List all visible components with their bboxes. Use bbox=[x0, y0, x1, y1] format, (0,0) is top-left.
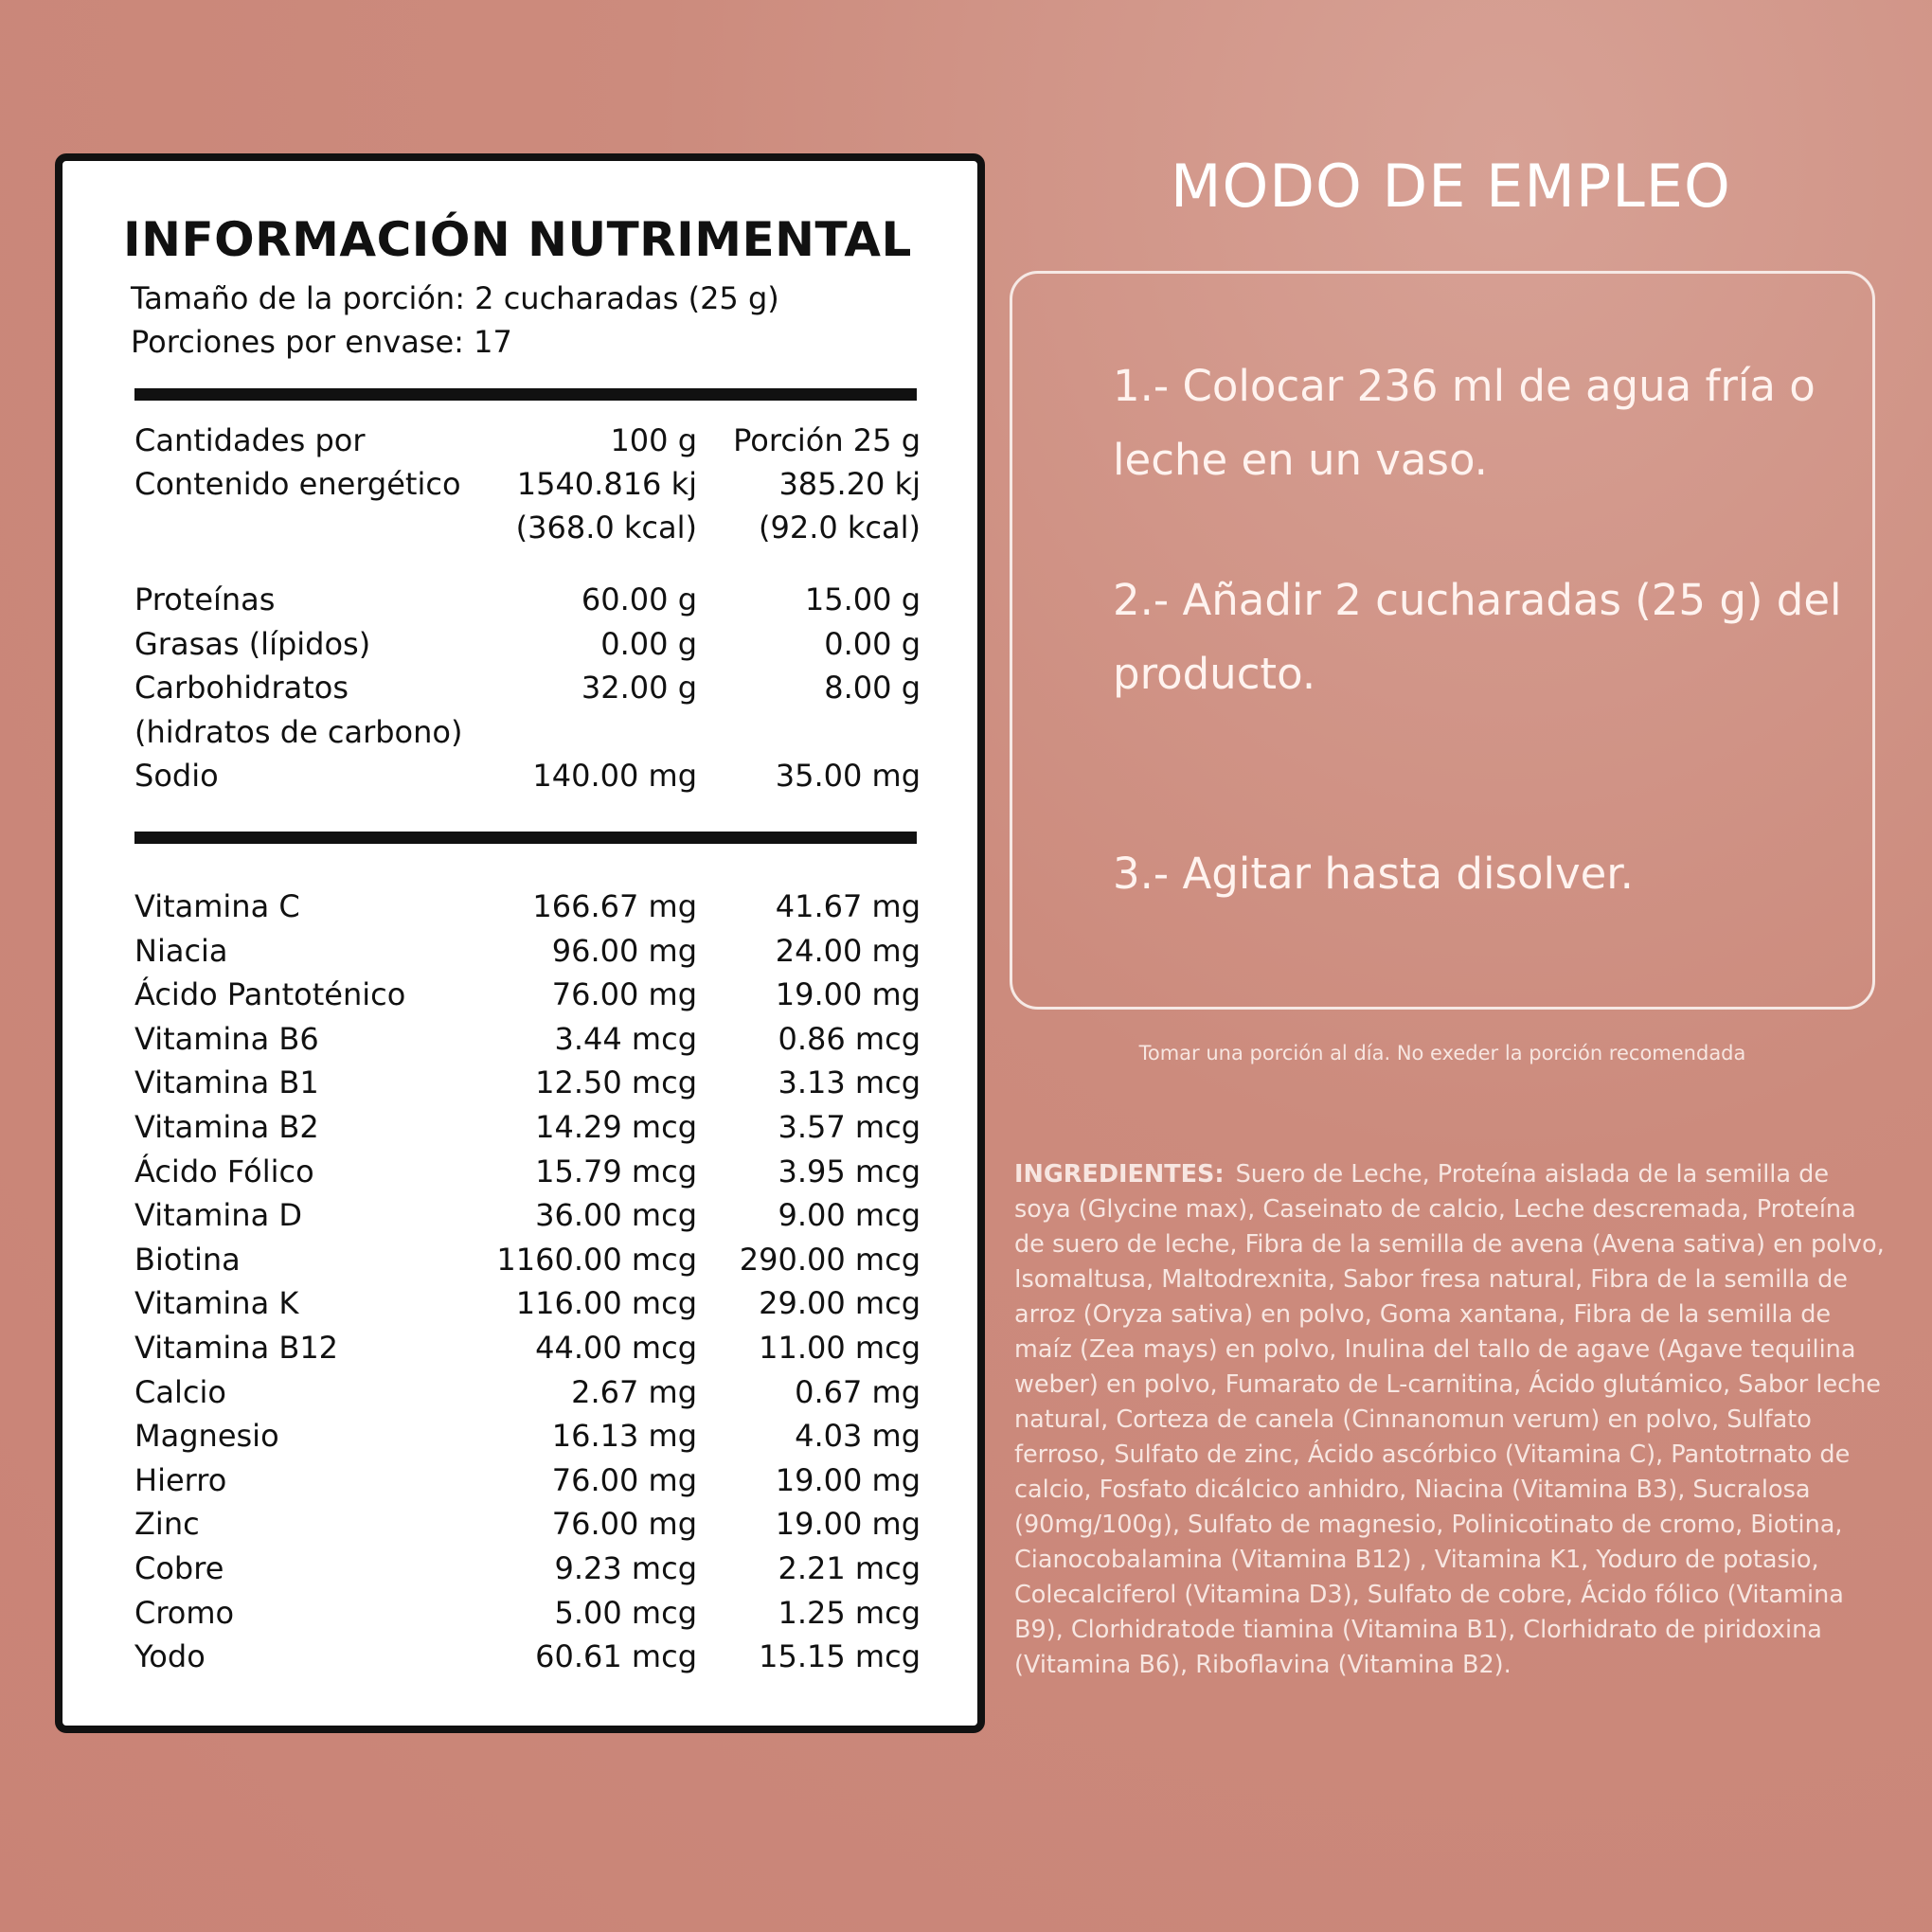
nutrient-name: Yodo bbox=[134, 1638, 206, 1675]
value-per-serving: 385.20 kj bbox=[778, 466, 921, 502]
macro-row bbox=[134, 758, 921, 801]
nutrient-name: Ácido Pantoténico bbox=[134, 976, 406, 1013]
micronutrient-row bbox=[134, 1595, 921, 1638]
nutrient-name: Ácido Fólico bbox=[134, 1153, 314, 1190]
value-per-serving: 1.25 mcg bbox=[778, 1594, 921, 1631]
micronutrient-row bbox=[134, 933, 921, 976]
nutrient-name: Magnesio bbox=[134, 1418, 279, 1455]
value-per-100g: 60.00 g bbox=[581, 581, 697, 617]
macro-row bbox=[134, 626, 921, 670]
usage-step-2: 2.- Añadir 2 cucharadas (25 g) del producto. bbox=[1113, 575, 1842, 699]
nutrient-name: Vitamina C bbox=[134, 888, 300, 924]
nutrient-name: (hidratos de carbono) bbox=[134, 713, 463, 750]
value-per-serving: 41.67 mg bbox=[775, 888, 921, 924]
value-per-100g: 14.29 mcg bbox=[535, 1109, 697, 1145]
value-per-serving: 4.03 mg bbox=[795, 1418, 921, 1455]
value-per-100g: 36.00 mcg bbox=[535, 1197, 697, 1234]
micronutrient-row bbox=[134, 1506, 921, 1549]
value-per-100g: 1160.00 mcg bbox=[496, 1241, 697, 1278]
value-per-100g: 16.13 mg bbox=[551, 1418, 697, 1455]
value-per-serving: (92.0 kcal) bbox=[758, 510, 921, 546]
value-per-100g: 44.00 mcg bbox=[535, 1330, 697, 1366]
micronutrient-row bbox=[134, 1109, 921, 1153]
value-per-100g: 76.00 mg bbox=[551, 976, 697, 1013]
servings-per-container: Porciones por envase: 17 bbox=[131, 324, 512, 360]
value-per-100g: 9.23 mcg bbox=[554, 1550, 697, 1586]
usage-step-3: 3.- Agitar hasta disolver. bbox=[1113, 849, 1634, 899]
nutrient-name: Zinc bbox=[134, 1506, 200, 1543]
micronutrient-row bbox=[134, 1638, 921, 1682]
nutrient-name: Vitamina B1 bbox=[134, 1064, 319, 1101]
nutrient-name: Grasas (lípidos) bbox=[134, 625, 371, 662]
value-per-100g: 96.00 mg bbox=[551, 932, 697, 969]
value-per-serving: 19.00 mg bbox=[775, 1461, 921, 1498]
value-per-serving: 3.13 mcg bbox=[778, 1064, 921, 1101]
value-per-serving: 2.21 mcg bbox=[778, 1550, 921, 1586]
nutrient-name: Vitamina B12 bbox=[134, 1330, 339, 1366]
nutrient-name: Vitamina B2 bbox=[134, 1109, 319, 1145]
value-per-serving: 24.00 mg bbox=[775, 932, 921, 969]
nutrient-name: Cromo bbox=[134, 1594, 235, 1631]
nutrition-facts-panel bbox=[55, 153, 985, 1733]
value-per-serving: 3.95 mcg bbox=[778, 1153, 921, 1190]
ingredients-text: Suero de Leche, Proteína aislada de la semilla de soya (Glycine max), Caseinato de calcio, Leche descremada, Proteína de suero de leche, Fibra de la semilla de avena (Avena sativa) en polvo, Isomaltusa, Maltodrexnita, Sabor fresa natural, Fibra de la semilla de arroz (Oryza sativa) en polvo, Goma xantana, Fibra de la semilla de maíz (Zea mays) en polvo, Inulina del tallo de agave (Agave tequilina weber) en polvo, Fumarato de L-carnitina, Ácido glutámico, Sabor leche natural, Corteza de canela (Cinnanomun verum) en polvo, Sulfato ferroso, Sulfato de zinc, Ácido ascórbico (Vitamina C), Pantotrnato de calcio, Fosfato dicálcico anhidro, Niacina (Vitamina B3), Sucralosa (90mg/100g), Sulfato de magnesio, Polinicotinato de cromo, Biotina, Cianocobalamina (Vitamina B12) , Vitamina K1, Yoduro de potasio, Colecalciferol (Vitamina D3), Sulfato de cobre, Ácido fólico (Vitamina B9), Clorhidratode tiamina (Vitamina B1), Clorhidrato de piridoxina (Vitamina B6), Riboflavina (Vitamina B2). bbox=[1014, 1160, 1885, 1679]
ingredients-block bbox=[1014, 1157, 1886, 1683]
value-per-100g: 0.00 g bbox=[600, 625, 697, 662]
value-per-100g: 76.00 mg bbox=[551, 1506, 697, 1543]
value-per-serving: 19.00 mg bbox=[775, 976, 921, 1013]
usage-note: Tomar una porción al día. No exeder la porción recomendada bbox=[1138, 1042, 1746, 1064]
value-per-serving: 11.00 mcg bbox=[759, 1330, 921, 1366]
nutrient-name: Cobre bbox=[134, 1550, 224, 1586]
value-per-serving: 290.00 mcg bbox=[739, 1241, 921, 1278]
value-per-serving: 8.00 g bbox=[824, 670, 921, 706]
value-per-100g: 5.00 mcg bbox=[554, 1594, 697, 1631]
value-per-100g: 15.79 mcg bbox=[535, 1153, 697, 1190]
header-per-serving: Porción 25 g bbox=[733, 422, 921, 458]
value-per-serving: 19.00 mg bbox=[775, 1506, 921, 1543]
value-per-100g: (368.0 kcal) bbox=[515, 510, 697, 546]
value-per-100g: 166.67 mg bbox=[532, 888, 697, 924]
value-per-100g: 76.00 mg bbox=[551, 1461, 697, 1498]
value-per-serving: 3.57 mcg bbox=[778, 1109, 921, 1145]
micronutrient-row bbox=[134, 1154, 921, 1197]
table-header-row bbox=[134, 422, 921, 466]
nutrient-name: Vitamina K bbox=[134, 1285, 299, 1322]
value-per-100g: 140.00 mg bbox=[532, 758, 697, 794]
ingredients-label: INGREDIENTES: bbox=[1014, 1160, 1225, 1189]
nutrient-name: Proteínas bbox=[134, 581, 276, 617]
value-per-serving: 9.00 mcg bbox=[778, 1197, 921, 1234]
micronutrient-row bbox=[134, 1462, 921, 1506]
nutrient-name: Hierro bbox=[134, 1461, 227, 1498]
value-per-serving: 35.00 mg bbox=[775, 758, 921, 794]
micronutrient-row bbox=[134, 1285, 921, 1329]
micronutrient-row bbox=[134, 888, 921, 932]
value-per-serving: 15.15 mcg bbox=[759, 1638, 921, 1675]
usage-step-1: 1.- Colocar 236 ml de agua fría o leche en un vaso. bbox=[1113, 361, 1816, 485]
micronutrient-row bbox=[134, 1374, 921, 1418]
nutrition-title: INFORMACIÓN NUTRIMENTAL bbox=[123, 212, 912, 267]
header-per-100g: 100 g bbox=[610, 422, 697, 458]
serving-size: Tamaño de la porción: 2 cucharadas (25 g) bbox=[131, 280, 779, 316]
nutrient-name: Sodio bbox=[134, 758, 219, 794]
energy-row bbox=[134, 466, 921, 510]
value-per-100g: 116.00 mcg bbox=[515, 1285, 697, 1322]
value-per-serving: 29.00 mcg bbox=[759, 1285, 921, 1322]
macro-row bbox=[134, 714, 921, 758]
usage-title: MODO DE EMPLEO bbox=[1171, 152, 1731, 221]
thick-divider-top bbox=[134, 388, 917, 401]
nutrient-name: Vitamina D bbox=[134, 1197, 302, 1234]
macro-row bbox=[134, 670, 921, 713]
thick-divider-middle bbox=[134, 832, 917, 844]
nutrient-name: Biotina bbox=[134, 1241, 241, 1278]
nutrient-name: Niacia bbox=[134, 932, 228, 969]
nutrient-name: Contenido energético bbox=[134, 466, 461, 502]
nutrient-name: Vitamina B6 bbox=[134, 1020, 319, 1057]
micronutrient-row bbox=[134, 1197, 921, 1241]
nutrient-name: Calcio bbox=[134, 1373, 226, 1410]
micronutrient-row bbox=[134, 1550, 921, 1594]
usage-steps-box bbox=[1010, 271, 1875, 1010]
micronutrient-row bbox=[134, 976, 921, 1020]
value-per-100g: 32.00 g bbox=[581, 670, 697, 706]
nutrient-name: Carbohidratos bbox=[134, 670, 349, 706]
micronutrient-row bbox=[134, 1064, 921, 1108]
value-per-serving: 0.86 mcg bbox=[778, 1020, 921, 1057]
header-label: Cantidades por bbox=[134, 422, 366, 458]
value-per-serving: 15.00 g bbox=[804, 581, 921, 617]
micronutrient-row bbox=[134, 1418, 921, 1461]
value-per-100g: 1540.816 kj bbox=[516, 466, 697, 502]
energy-row bbox=[134, 510, 921, 553]
value-per-100g: 60.61 mcg bbox=[535, 1638, 697, 1675]
micronutrient-row bbox=[134, 1021, 921, 1064]
value-per-100g: 3.44 mcg bbox=[554, 1020, 697, 1057]
value-per-100g: 2.67 mg bbox=[571, 1373, 697, 1410]
value-per-100g: 12.50 mcg bbox=[535, 1064, 697, 1101]
value-per-serving: 0.00 g bbox=[824, 625, 921, 662]
value-per-serving: 0.67 mg bbox=[795, 1373, 921, 1410]
macro-row bbox=[134, 581, 921, 625]
micronutrient-row bbox=[134, 1330, 921, 1373]
micronutrient-row bbox=[134, 1242, 921, 1285]
